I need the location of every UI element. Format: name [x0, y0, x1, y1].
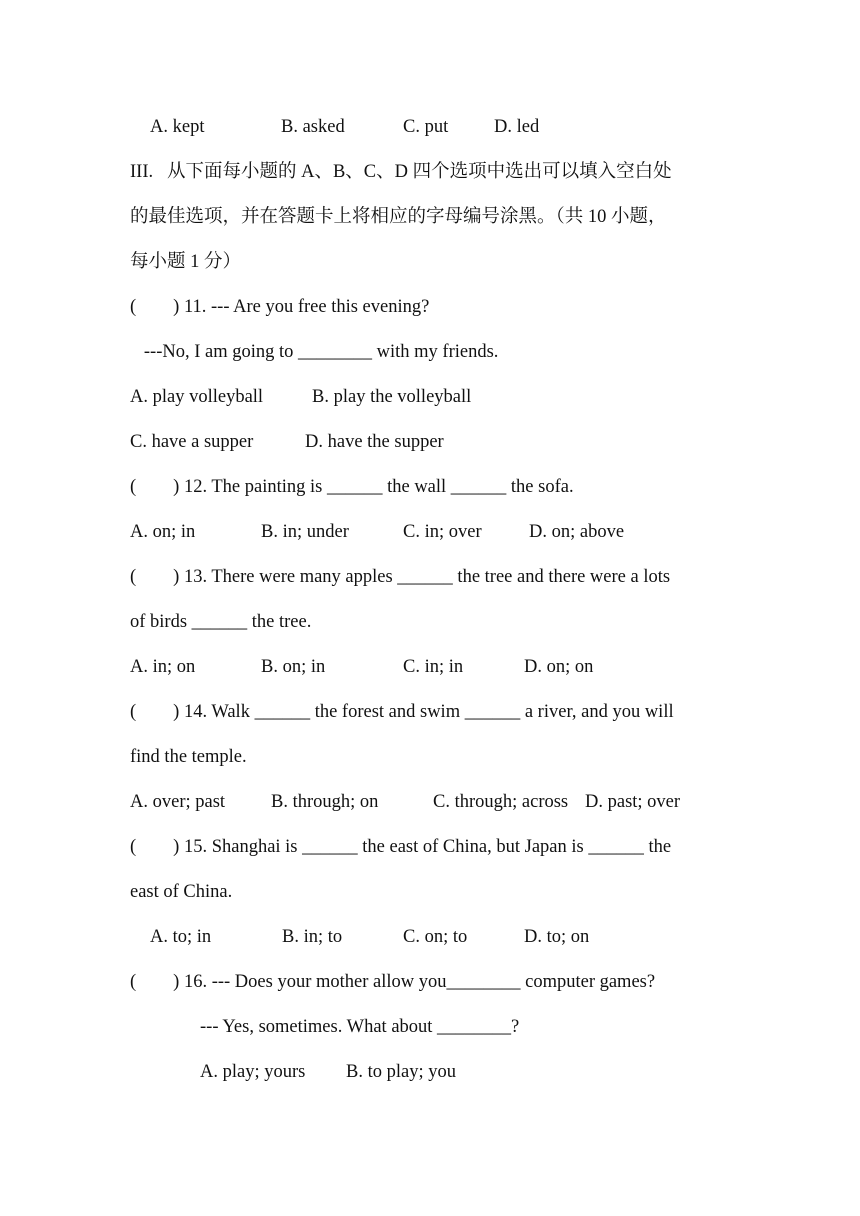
- q15-option-d: D. to; on: [524, 927, 590, 947]
- question-12-stem: ( ) 12. The painting is ______ the wall ______ the sofa.: [130, 477, 574, 497]
- section-3-instruction-line3: 每小题 1 分）: [130, 252, 242, 272]
- q13-option-a: A. in; on: [130, 657, 196, 677]
- q15-option-b: B. in; to: [282, 927, 343, 947]
- section-3-instruction-line1: III. 从下面每小题的 A、B、C、D 四个选项中选出可以填入空白处: [130, 162, 672, 182]
- q10-option-a: A. kept: [150, 117, 205, 137]
- q11-option-d: D. have the supper: [305, 432, 444, 452]
- q12-option-d: D. on; above: [529, 522, 625, 542]
- question-14-stem-cont: find the temple.: [130, 747, 247, 767]
- question-14-stem: ( ) 14. Walk ______ the forest and swim ______ a river, and you will: [130, 702, 674, 722]
- q11-option-a: A. play volleyball: [130, 387, 264, 407]
- q15-option-a: A. to; in: [150, 927, 212, 947]
- q12-option-a: A. on; in: [130, 522, 196, 542]
- q14-option-a: A. over; past: [130, 792, 226, 812]
- q12-option-b: B. in; under: [261, 522, 349, 542]
- question-13-stem-cont: of birds ______ the tree.: [130, 612, 312, 632]
- question-15-stem-cont: east of China.: [130, 882, 233, 902]
- q14-option-b: B. through; on: [271, 792, 379, 812]
- question-13-stem: ( ) 13. There were many apples ______ the tree and there were a lots: [130, 567, 671, 587]
- q10-option-b: B. asked: [281, 117, 345, 137]
- section-3-instruction-line2: 的最佳选项，并在答题卡上将相应的字母编号涂黑。（共 10 小题，: [130, 207, 667, 227]
- q12-option-c: C. in; over: [403, 522, 482, 542]
- q16-option-a: A. play; yours: [200, 1062, 306, 1082]
- q13-option-d: D. on; on: [524, 657, 594, 677]
- q15-option-c: C. on; to: [403, 927, 468, 947]
- q11-option-c: C. have a supper: [130, 432, 254, 452]
- q16-option-b: B. to play; you: [346, 1062, 456, 1082]
- q13-option-c: C. in; in: [403, 657, 464, 677]
- question-15-stem: ( ) 15. Shanghai is ______ the east of China, but Japan is ______ the: [130, 837, 672, 857]
- q10-option-c: C. put: [403, 117, 449, 137]
- q10-option-d: D. led: [494, 117, 540, 137]
- question-16-dialogue: --- Yes, sometimes. What about ________?: [200, 1017, 520, 1037]
- question-16-stem: ( ) 16. --- Does your mother allow you________ computer games?: [130, 972, 656, 992]
- q13-option-b: B. on; in: [261, 657, 326, 677]
- q14-option-d: D. past; over: [585, 792, 681, 812]
- question-11-stem: ( ) 11. --- Are you free this evening?: [130, 297, 430, 317]
- question-11-dialogue: ---No, I am going to ________ with my friends.: [130, 342, 499, 362]
- q14-option-c: C. through; across: [433, 792, 569, 812]
- q11-option-b: B. play the volleyball: [312, 387, 472, 407]
